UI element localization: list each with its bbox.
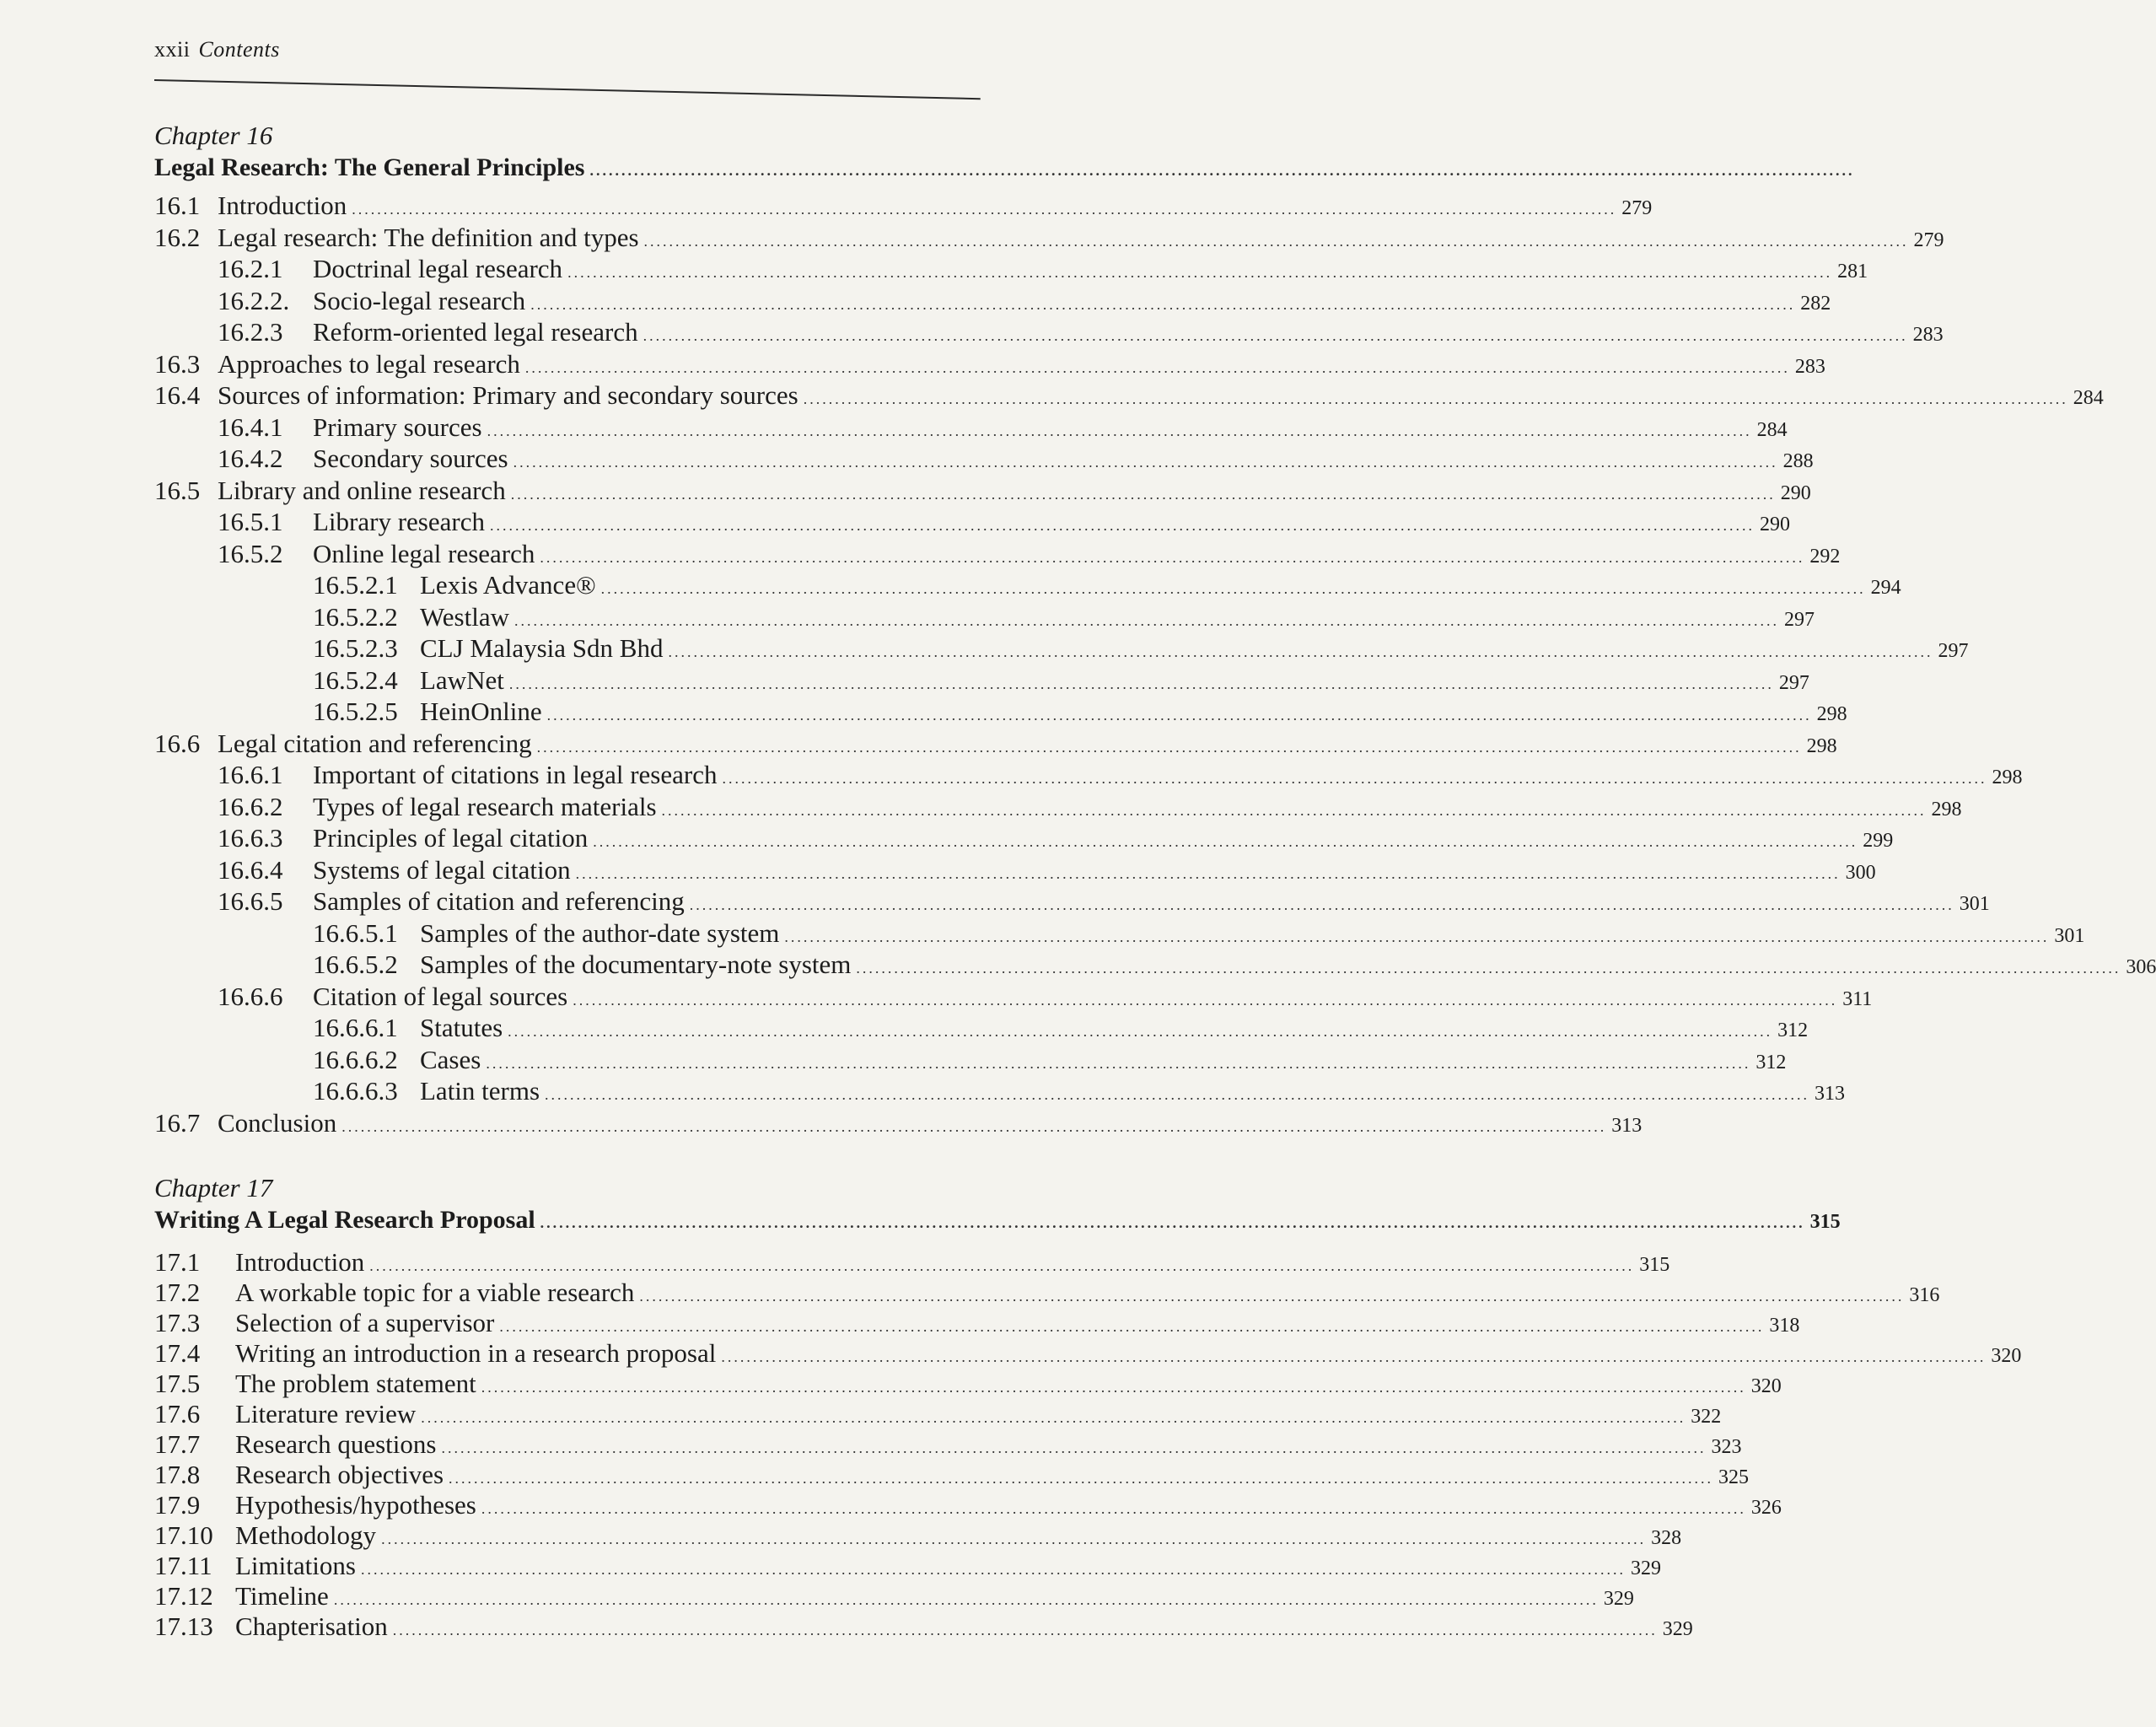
entry-page: 281 [1837, 261, 1868, 282]
entry-page: 279 [1621, 197, 1653, 219]
entry-label: Research objectives [235, 1460, 444, 1489]
toc-entry[interactable] [154, 1611, 1693, 1642]
leader-dots: ........................................................................................................................................................................................................ [513, 454, 1778, 471]
entry-page: 325 [1718, 1466, 1750, 1488]
entry-number: 17.3 [154, 1308, 201, 1337]
toc-entry[interactable] [154, 253, 1868, 285]
page-number: xxii [154, 37, 191, 62]
toc-entry[interactable] [154, 348, 1825, 380]
entry-label: Methodology [235, 1520, 377, 1550]
leader-dots: ........................................................................................................................................................................................................ [722, 770, 1987, 787]
entry-number: 16.1 [154, 191, 201, 220]
entry-number: 16.5.2 [218, 538, 283, 568]
entry-number: 16.5.1 [218, 507, 283, 536]
leader-dots: ........................................................................................................................................................................................................ [352, 201, 1617, 218]
entry-number: 16.5.2.5 [313, 697, 398, 726]
chapter-label: Chapter 17 [154, 1173, 273, 1202]
leader-dots: ........................................................................................................................................................................................................ [489, 517, 1755, 534]
toc-entry[interactable] [154, 1520, 1682, 1551]
entry-label: Lexis Advance® [420, 570, 596, 600]
entry-page: 306 [2126, 956, 2156, 978]
entry-label: CLJ Malaysia Sdn Bhd [420, 633, 664, 663]
entry-page: 300 [1845, 861, 1876, 884]
entry-label: Online legal research [313, 538, 535, 568]
toc-entry[interactable] [154, 632, 1969, 664]
leader-dots: ........................................................................................................................................................................................................ [341, 1117, 1607, 1135]
entry-number: 16.5.2.2 [313, 601, 398, 632]
entry-page: 313 [1611, 1114, 1643, 1137]
leader-dots: ........................................................................................................................................................................................................ [593, 833, 1858, 850]
entry-number: 16.2 [154, 222, 201, 252]
leader-dots: ........................................................................................................................................................................................................ [589, 162, 1855, 179]
entry-label: Research questions [235, 1429, 437, 1459]
toc-entry[interactable] [154, 1490, 1782, 1520]
entry-page: 313 [1815, 1083, 1846, 1105]
entry-label: Samples of the documentary-note system [420, 950, 852, 979]
entry-page: 329 [1603, 1588, 1634, 1610]
leader-dots: ........................................................................................................................................................................................................ [513, 611, 1779, 629]
entry-number: 16.6.6.1 [313, 1013, 398, 1042]
leader-dots: ........................................................................................................................................................................................................ [668, 643, 1933, 660]
entry-number: 17.12 [154, 1581, 213, 1611]
leader-dots: ........................................................................................................................................................................................................ [639, 1288, 1905, 1305]
header-rule [154, 79, 981, 100]
running-title: Contents [198, 37, 280, 62]
chapter-title-row[interactable] [154, 1204, 1841, 1239]
entry-page: 283 [1912, 324, 1944, 346]
entry-page: 326 [1750, 1497, 1782, 1519]
leader-dots: ........................................................................................................................................................................................................ [508, 1023, 1773, 1040]
leader-dots: ........................................................................................................................................................................................................ [546, 707, 1812, 724]
chapter-title-row[interactable] [154, 152, 1855, 186]
toc-entry[interactable] [154, 1399, 1722, 1429]
entry-number: 17.9 [154, 1490, 201, 1520]
toc-entry[interactable] [154, 949, 2156, 981]
entry-page: 328 [1651, 1527, 1682, 1549]
chapter-title: Legal Research: The General Principles [154, 153, 585, 181]
entry-page: 282 [1800, 292, 1831, 315]
entry-page: 297 [1783, 608, 1815, 631]
entry-page: 318 [1769, 1315, 1800, 1337]
leader-dots: ........................................................................................................................................................................................................ [784, 928, 2050, 945]
entry-label: Legal citation and referencing [218, 728, 532, 758]
toc-entry[interactable] [154, 664, 1809, 697]
entry-number: 17.8 [154, 1460, 201, 1489]
entry-page: 299 [1863, 830, 1894, 852]
toc-entry[interactable] [154, 475, 1811, 507]
entry-number: 16.2.3 [218, 317, 283, 347]
entry-label: Legal research: The definition and types [218, 222, 639, 252]
toc-entry[interactable] [154, 1581, 1634, 1611]
toc-entry[interactable] [154, 443, 1814, 475]
entry-number: 16.6.3 [218, 823, 283, 853]
entry-number: 16.6.4 [218, 854, 283, 885]
leader-dots: ........................................................................................................................................................................................................ [642, 327, 1908, 344]
entry-label: Introduction [218, 191, 347, 220]
entry-label: Samples of the author-date system [420, 917, 780, 948]
entry-number: 16.5 [154, 475, 201, 505]
leader-dots: ........................................................................................................................................................................................................ [449, 1470, 1714, 1487]
chapter-label: Chapter 16 [154, 121, 273, 150]
leader-dots: ........................................................................................................................................................................................................ [567, 264, 1833, 281]
entry-number: 17.4 [154, 1338, 201, 1368]
entry-page: 322 [1691, 1406, 1722, 1428]
entry-number: 16.3 [154, 348, 201, 379]
entry-page: 329 [1630, 1558, 1661, 1579]
chapter-17 [154, 1172, 2022, 1642]
toc-entry[interactable] [154, 759, 2023, 791]
toc-entry[interactable] [154, 1308, 1800, 1338]
toc-entry[interactable] [154, 696, 1847, 728]
entry-page: 290 [1780, 482, 1811, 504]
entry-label: Socio-legal research [313, 285, 526, 315]
entry-page: 297 [1778, 671, 1809, 694]
entry-page: 290 [1759, 514, 1790, 535]
entry-label: Literature review [235, 1399, 417, 1428]
leader-dots: ........................................................................................................................................................................................................ [643, 232, 1909, 250]
entry-page: 320 [1750, 1375, 1782, 1397]
entry-label: Citation of legal sources [313, 981, 568, 1011]
entry-number: 16.6.5.2 [313, 950, 398, 979]
entry-number: 16.4.1 [218, 412, 283, 442]
entry-label: Conclusion [218, 1107, 337, 1138]
toc-entry[interactable] [154, 1247, 1670, 1278]
toc-entry[interactable] [154, 917, 2085, 950]
leader-dots: ........................................................................................................................................................................................................ [441, 1439, 1707, 1456]
toc-entry[interactable] [154, 1551, 1661, 1581]
entry-label: Approaches to legal research [218, 348, 520, 379]
entry-page: 315 [1639, 1254, 1670, 1276]
leader-dots: ........................................................................................................................................................................................................ [530, 295, 1796, 313]
leader-dots: ........................................................................................................................................................................................................ [545, 1086, 1810, 1103]
entry-number: 17.7 [154, 1429, 201, 1459]
entry-label: Sources of information: Primary and secondary sources [218, 380, 798, 410]
leader-dots: ........................................................................................................................................................................................................ [487, 422, 1752, 439]
entry-number: 16.6.6 [218, 981, 283, 1011]
leader-dots: ........................................................................................................................................................................................................ [661, 801, 1927, 819]
entry-number: 17.6 [154, 1399, 201, 1428]
entry-label: Secondary sources [313, 444, 508, 473]
entry-number: 16.6.5.1 [313, 917, 398, 948]
entry-number: 17.5 [154, 1369, 201, 1398]
entry-label: Types of legal research materials [313, 791, 657, 821]
chapter-page: 315 [1809, 1211, 1841, 1233]
leader-dots: ........................................................................................................................................................................................................ [540, 1214, 1805, 1231]
entry-label: Selection of a supervisor [235, 1308, 495, 1337]
entry-page: 298 [1931, 798, 1962, 820]
toc-entry[interactable] [154, 190, 1653, 222]
entry-number: 16.5.2.3 [313, 633, 398, 663]
entry-label: Systems of legal citation [313, 854, 571, 885]
leader-dots: ........................................................................................................................................................................................................ [600, 580, 1866, 597]
leader-dots: ........................................................................................................................................................................................................ [392, 1622, 1658, 1638]
entry-page: 294 [1870, 577, 1901, 599]
entry-label: Latin terms [420, 1076, 540, 1106]
entry-label: Reform-oriented legal research [313, 317, 638, 347]
leader-dots: ........................................................................................................................................................................................................ [381, 1531, 1647, 1547]
toc-entry[interactable] [154, 1044, 1787, 1076]
toc-entry[interactable] [154, 728, 1837, 760]
toc-entry[interactable] [154, 285, 1831, 317]
leader-dots: ........................................................................................................................................................................................................ [360, 1561, 1626, 1578]
leader-dots: ........................................................................................................................................................................................................ [481, 1379, 1746, 1396]
entry-page: 298 [1806, 734, 1837, 757]
entry-number: 17.10 [154, 1520, 213, 1550]
toc-entry[interactable] [154, 1429, 1742, 1460]
toc-entry[interactable] [154, 569, 1901, 601]
toc-entry[interactable] [154, 412, 1788, 444]
entry-label: Library and online research [218, 475, 506, 505]
leader-dots: ........................................................................................................................................................................................................ [575, 864, 1841, 882]
entry-number: 16.6.1 [218, 760, 283, 789]
entry-label: Samples of citation and referencing [313, 886, 685, 916]
toc-entry[interactable] [154, 1012, 1809, 1044]
entry-label: Doctrinal legal research [313, 254, 563, 283]
toc-entry[interactable] [154, 601, 1815, 633]
toc-entry[interactable] [154, 506, 1790, 538]
entry-label: HeinOnline [420, 697, 542, 726]
entry-label: The problem statement [235, 1369, 476, 1398]
entry-page: 320 [1991, 1345, 2022, 1367]
entry-page: 311 [1842, 987, 1873, 1010]
toc-entry[interactable] [154, 379, 2104, 412]
entry-page: 298 [1816, 703, 1847, 725]
leader-dots: ........................................................................................................................................................................................................ [333, 1591, 1599, 1608]
entry-page: 316 [1909, 1284, 1940, 1306]
entry-label: Statutes [420, 1013, 503, 1042]
entry-page: 283 [1794, 355, 1825, 378]
running-head [154, 37, 280, 62]
entry-page: 279 [1913, 229, 1944, 251]
entry-label: A workable topic for a viable research [235, 1278, 635, 1307]
entry-label: Important of citations in legal research [313, 760, 718, 789]
entry-number: 17.11 [154, 1551, 212, 1580]
entry-number: 16.2.1 [218, 254, 283, 283]
chapter-16 [154, 120, 2156, 1138]
toc-entry[interactable] [154, 1075, 1846, 1107]
toc-entry[interactable] [154, 791, 1962, 823]
entry-label: Cases [420, 1044, 481, 1074]
toc-entry[interactable] [154, 1369, 1782, 1399]
entry-label: Primary sources [313, 412, 482, 442]
entry-label: LawNet [420, 664, 504, 695]
leader-dots: ........................................................................................................................................................................................................ [524, 358, 1790, 376]
entry-page: 312 [1755, 1051, 1787, 1073]
entry-page: 297 [1938, 640, 1969, 662]
entry-label: Limitations [235, 1551, 356, 1580]
entry-page: 329 [1662, 1618, 1693, 1640]
entry-number: 16.6.2 [218, 791, 283, 821]
leader-dots: ........................................................................................................................................................................................................ [369, 1257, 1635, 1274]
entry-page: 301 [2054, 924, 2085, 947]
toc-entry[interactable] [154, 1460, 1750, 1490]
leader-dots: ........................................................................................................................................................................................................ [856, 960, 2121, 976]
entry-number: 16.5.2.4 [313, 664, 398, 695]
entry-number: 17.2 [154, 1278, 201, 1307]
toc-entry[interactable] [154, 854, 1876, 886]
entry-label: Chapterisation [235, 1611, 388, 1641]
entry-number: 16.7 [154, 1107, 201, 1138]
entry-page: 288 [1782, 450, 1814, 472]
entry-page: 284 [1756, 418, 1788, 441]
entry-label: Hypothesis/hypotheses [235, 1490, 476, 1520]
entry-page: 312 [1777, 1020, 1809, 1041]
chapter-title: Writing A Legal Research Proposal [154, 1206, 535, 1234]
entry-label: Timeline [235, 1581, 329, 1611]
entry-number: 17.13 [154, 1611, 213, 1641]
toc-entry[interactable] [154, 822, 1894, 854]
leader-dots: ........................................................................................................................................................................................................ [510, 485, 1776, 503]
toc-entry[interactable] [154, 1338, 2022, 1369]
leader-dots: ........................................................................................................................................................................................................ [689, 896, 1954, 913]
leader-dots: ........................................................................................................................................................................................................ [486, 1054, 1751, 1072]
entry-number: 16.2.2. [218, 285, 290, 315]
entry-number: 16.6.6.2 [313, 1044, 398, 1074]
entry-number: 16.4 [154, 380, 201, 410]
entry-label: Library research [313, 507, 485, 536]
entry-label: Writing an introduction in a research proposal [235, 1338, 717, 1368]
entry-number: 16.6.6.3 [313, 1076, 398, 1106]
entry-page: 323 [1711, 1436, 1742, 1458]
entry-number: 16.6.5 [218, 886, 283, 916]
entry-label: Introduction [235, 1247, 365, 1277]
leader-dots: ........................................................................................................................................................................................................ [803, 390, 2068, 407]
leader-dots: ........................................................................................................................................................................................................ [481, 1500, 1746, 1517]
toc-entry[interactable] [154, 1278, 1940, 1308]
entry-number: 16.4.2 [218, 444, 283, 473]
entry-page: 298 [1992, 767, 2023, 788]
leader-dots: ........................................................................................................................................................................................................ [721, 1348, 1987, 1365]
entry-number: 16.6 [154, 728, 201, 758]
entry-page: 284 [2073, 387, 2104, 409]
leader-dots: ........................................................................................................................................................................................................ [573, 991, 1838, 1009]
leader-dots: ........................................................................................................................................................................................................ [536, 738, 1802, 756]
entry-label: Principles of legal citation [313, 823, 589, 853]
entry-page: 301 [1959, 893, 1990, 915]
entry-label: Westlaw [420, 601, 509, 632]
toc-entry[interactable] [154, 981, 1873, 1013]
leader-dots: ........................................................................................................................................................................................................ [421, 1409, 1686, 1426]
entry-number: 17.1 [154, 1247, 201, 1277]
leader-dots: ........................................................................................................................................................................................................ [540, 548, 1805, 566]
leader-dots: ........................................................................................................................................................................................................ [499, 1318, 1765, 1335]
toc-entry[interactable] [154, 222, 1944, 254]
toc-entry[interactable] [154, 316, 1944, 348]
toc-entry[interactable] [154, 1107, 1643, 1139]
entry-number: 16.5.2.1 [313, 570, 398, 600]
entry-page: 292 [1809, 545, 1841, 568]
toc-entry[interactable] [154, 885, 1990, 917]
toc-entry[interactable] [154, 538, 1841, 570]
leader-dots: ........................................................................................................................................................................................................ [508, 675, 1774, 692]
